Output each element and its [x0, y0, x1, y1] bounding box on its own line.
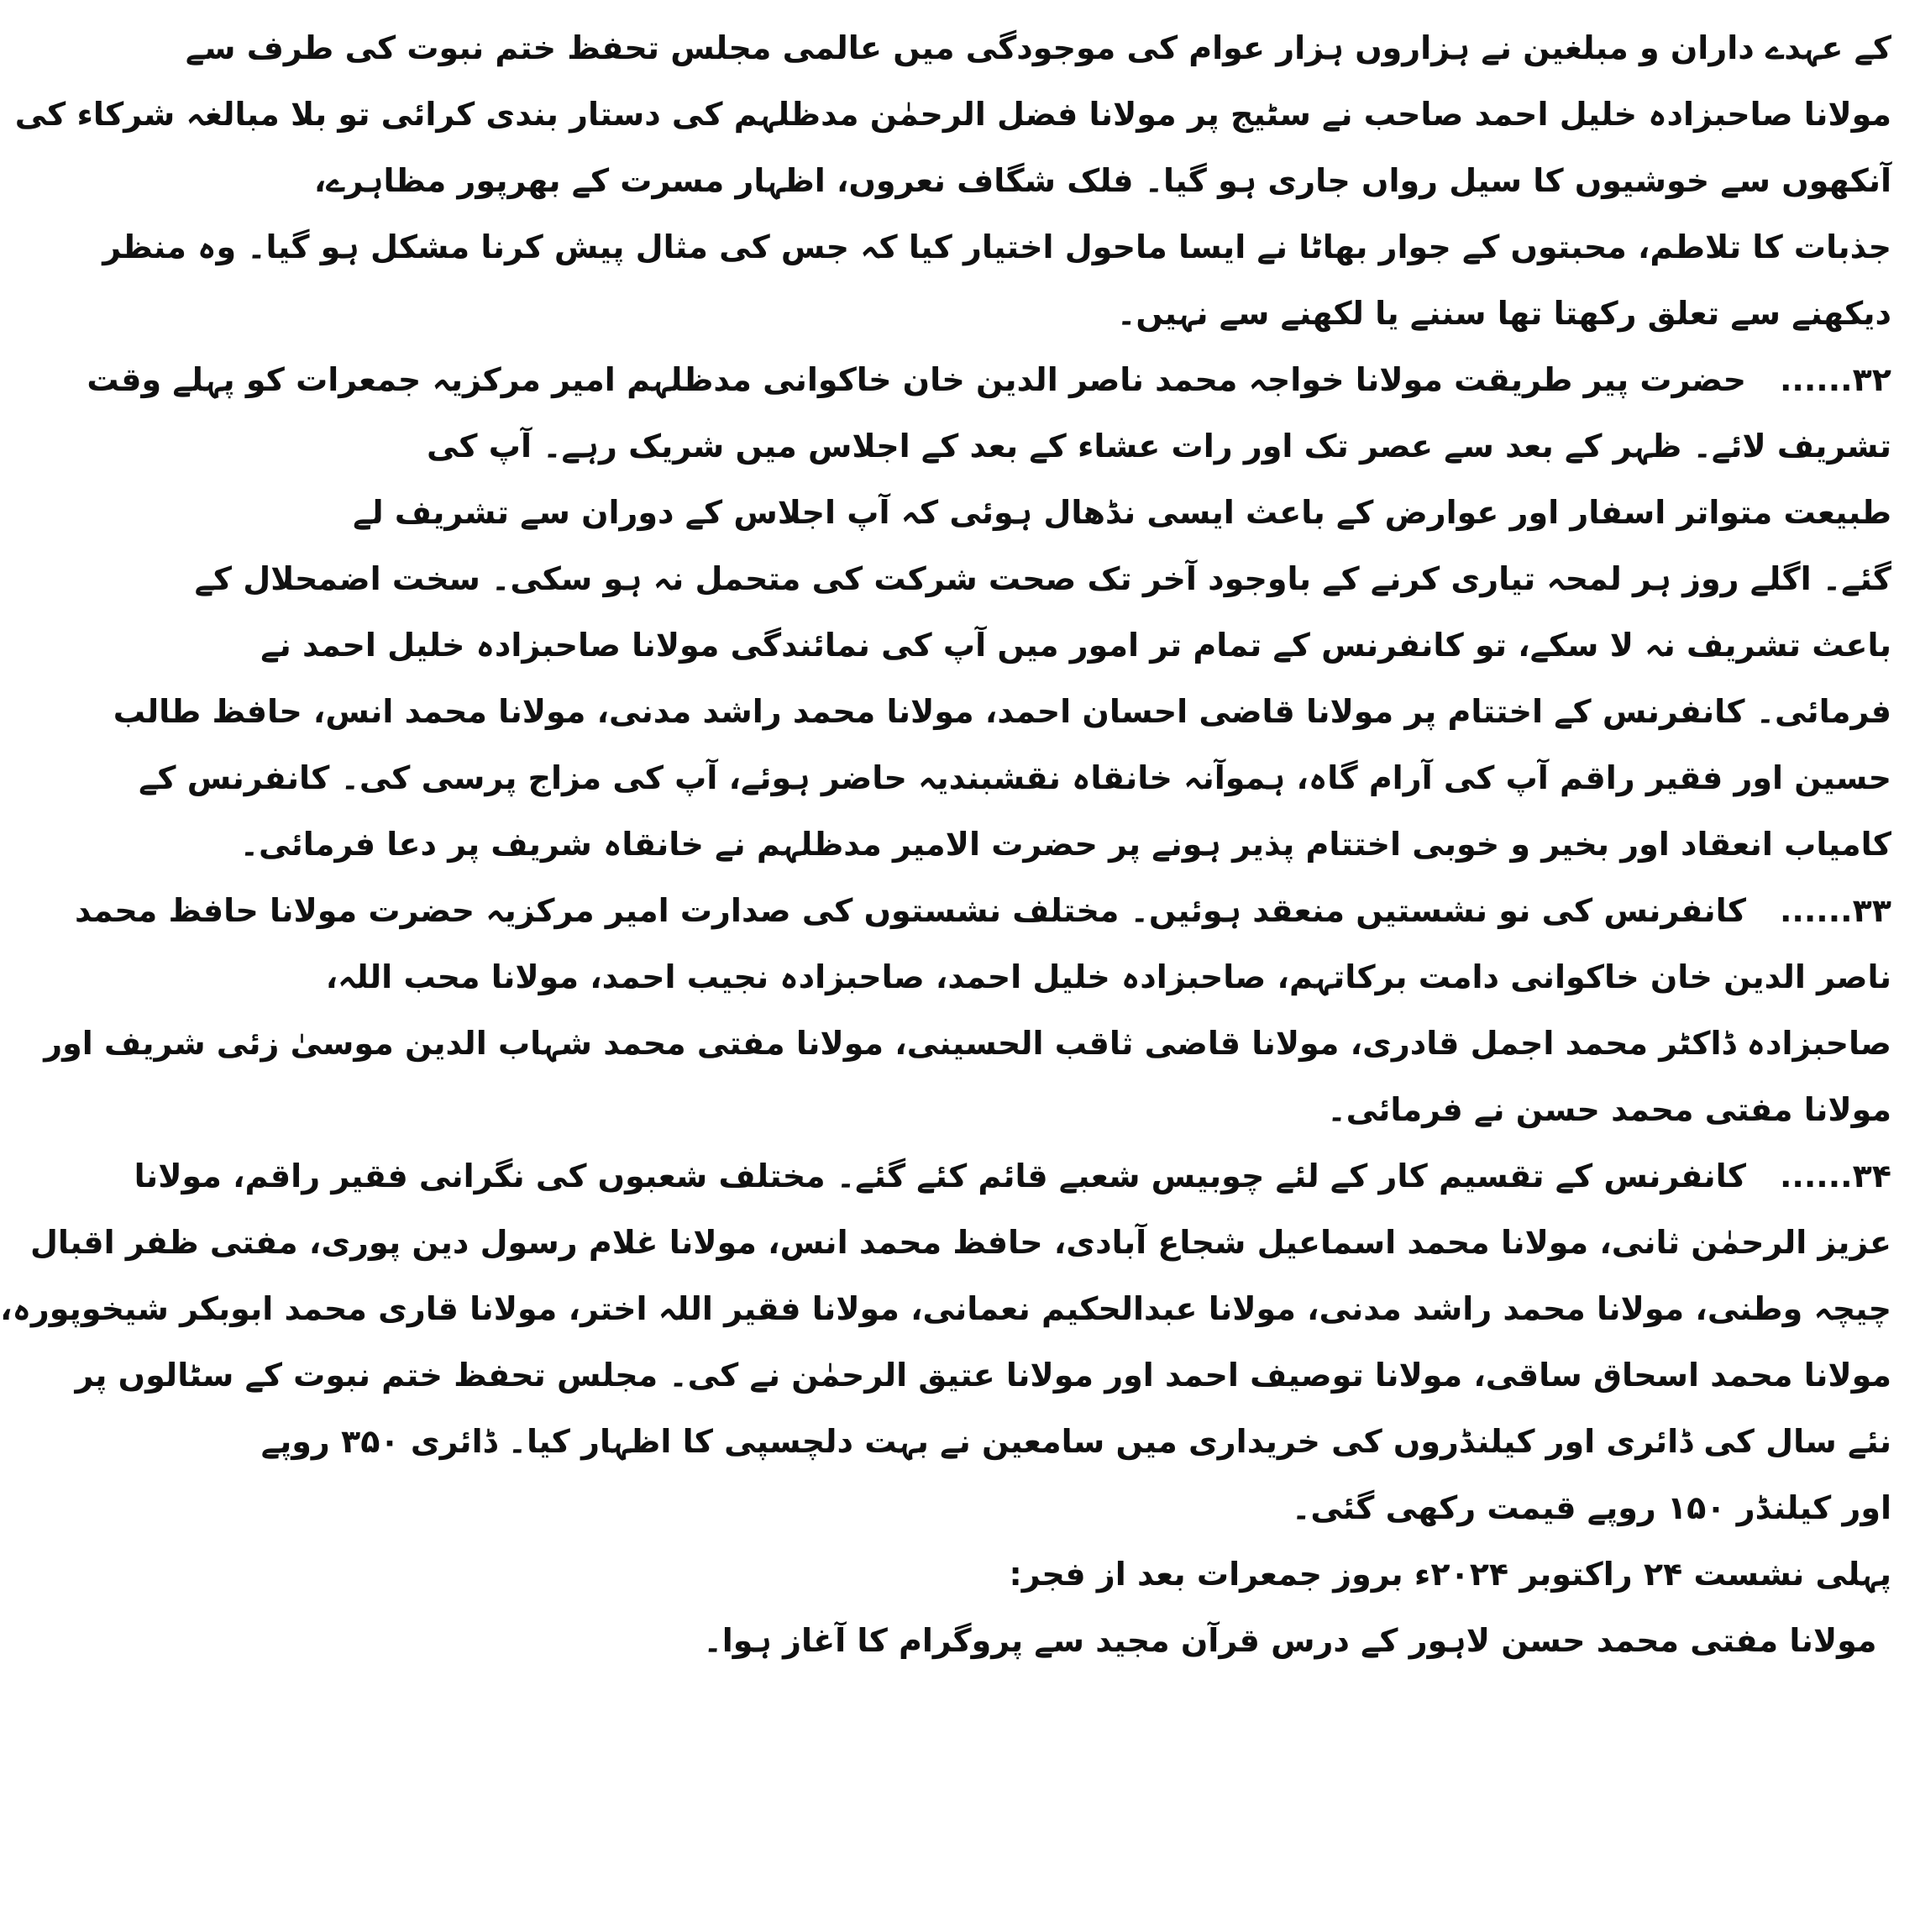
paragraph-number — [1780, 878, 1891, 944]
paragraph-number-value: ۳۴ — [1852, 1158, 1891, 1194]
paragraph-number-value: ۳۳ — [1852, 892, 1891, 929]
text-line: مولانا صاحبزادہ خلیل احمد صاحب نے سٹیج پر مولانا فضل الرحمٰن مدظلہم کی دستار بندی کرائی تو بلا مبالغہ شرکاء کی — [14, 96, 1891, 133]
text-line: مولانا مفتی محمد حسن نے فرمائی۔ — [1327, 1091, 1891, 1128]
text-line: ناصر الدین خان خاکوانی دامت برکاتہم، صاحبزادہ خلیل احمد، صاحبزادہ نجیب احمد، مولانا محب اللہ، — [325, 958, 1891, 995]
session-heading: پہلی نشست ۲۴ راکتوبر ۲۰۲۴ء بروز جمعرات بعد از فجر: — [1009, 1556, 1891, 1593]
text-line: مولانا مفتی محمد حسن لاہور کے درس قرآن مجید سے پروگرام کا آغاز ہوا۔ — [703, 1622, 1877, 1659]
paragraph-dots: ...... — [1779, 892, 1853, 929]
text-line: جذبات کا تلاطم، محبتوں کے جوار بھاٹا نے ایسا ماحول اختیار کیا کہ جس کی مثال پیش کرنا مشکل ہو گیا۔ وہ منظر — [102, 228, 1891, 265]
text-line: کے عہدے داران و مبلغین نے ہزاروں ہزار عوام کی موجودگی میں عالمی مجلس تحفظ ختم نبوت کی طرف سے — [185, 29, 1891, 66]
text-line: کامیاب انعقاد اور بخیر و خوبی اختتام پذیر ہونے پر حضرت الامیر مدظلہم نے خانقاہ شریف پر دعا فرمائی۔ — [239, 826, 1891, 863]
text-line: مولانا محمد اسحاق ساقی، مولانا توصیف احمد اور مولانا عتیق الرحمٰن نے کی۔ مجلس تحفظ ختم نبوت کے سٹالوں پر — [75, 1357, 1891, 1394]
text-line: نئے سال کی ڈائری اور کیلنڈروں کی خریداری میں سامعین نے بہت دلچسپی کا اظہار کیا۔ ڈائری ۳۵۰ روپے — [260, 1423, 1891, 1460]
paragraph-34-first-line — [134, 1143, 1891, 1210]
document-page — [0, 15, 1891, 1915]
paragraph-dots: ...... — [1779, 1158, 1853, 1194]
paragraph-dots: ...... — [1779, 361, 1853, 398]
text-line: کانفرنس کے تقسیم کار کے لئے چوبیس شعبے قائم کئے گئے۔ مختلف شعبوں کی نگرانی فقیر راقم، مولانا — [134, 1158, 1746, 1194]
text-line: باعث تشریف نہ لا سکے، تو کانفرنس کے تمام تر امور میں آپ کی نمائندگی مولانا صاحبزادہ خلیل احمد نے — [260, 627, 1891, 664]
text-line: عزیز الرحمٰن ثانی، مولانا محمد اسماعیل شجاع آبادی، حافظ محمد انس، مولانا غلام رسول دین پوری، مفتی ظفر اقبال — [29, 1224, 1891, 1261]
paragraph-number — [1780, 347, 1891, 413]
text-line: حسین اور فقیر راقم آپ کی آرام گاہ، ہموآنہ خانقاہ نقشبندیہ حاضر ہوئے، آپ کی مزاج پرسی کی۔ کانفرنس کے — [139, 759, 1891, 796]
text-line: آنکھوں سے خوشیوں کا سیل رواں جاری ہو گیا۔ فلک شگاف نعروں، اظہار مسرت کے بھرپور مظاہرے، — [313, 162, 1891, 199]
text-line: صاحبزادہ ڈاکٹر محمد اجمل قادری، مولانا قاضی ثاقب الحسینی، مولانا مفتی محمد شہاب الدین موسیٰ زئی شریف اور — [44, 1025, 1891, 1062]
text-line: دیکھنے سے تعلق رکھتا تھا سننے یا لکھنے سے نہیں۔ — [1117, 295, 1891, 332]
text-line: فرمائی۔ کانفرنس کے اختتام پر مولانا قاضی احسان احمد، مولانا محمد راشد مدنی، مولانا محمد انس، حافظ طالب — [113, 693, 1891, 730]
text-line: اور کیلنڈر ۱۵۰ روپے قیمت رکھی گئی۔ — [1292, 1489, 1891, 1526]
text-line: تشریف لائے۔ ظہر کے بعد سے عصر تک اور رات عشاء کے بعد کے اجلاس میں شریک رہے۔ آپ کی — [426, 428, 1891, 465]
paragraph-number — [1780, 1143, 1891, 1210]
text-line: گئے۔ اگلے روز ہر لمحہ تیاری کرنے کے باوجود آخر تک صحت شرکت کی متحمل نہ ہو سکی۔ سخت اضمحلال کے — [194, 560, 1891, 597]
paragraph-33-first-line — [74, 878, 1891, 944]
text-line: طبیعت متواتر اسفار اور عوارض کے باعث ایسی نڈھال ہوئی کہ آپ اجلاس کے دوران سے تشریف لے — [353, 494, 1891, 531]
text-line: حضرت پیر طریقت مولانا خواجہ محمد ناصر الدین خان خاکوانی مدظلہم امیر مرکزیہ جمعرات کو پہلے وقت — [87, 361, 1746, 398]
text-line: چیچہ وطنی، مولانا محمد راشد مدنی، مولانا عبدالحکیم نعمانی، مولانا فقیر اللہ اختر، مولانا قاری محمد ابوبکر شیخوپورہ، — [0, 1290, 1891, 1327]
paragraph-number-value: ۳۲ — [1852, 361, 1891, 398]
paragraph-32-first-line — [87, 347, 1891, 413]
text-line: کانفرنس کی نو نشستیں منعقد ہوئیں۔ مختلف نشستوں کی صدارت امیر مرکزیہ حضرت مولانا حافظ محمد — [74, 892, 1746, 929]
